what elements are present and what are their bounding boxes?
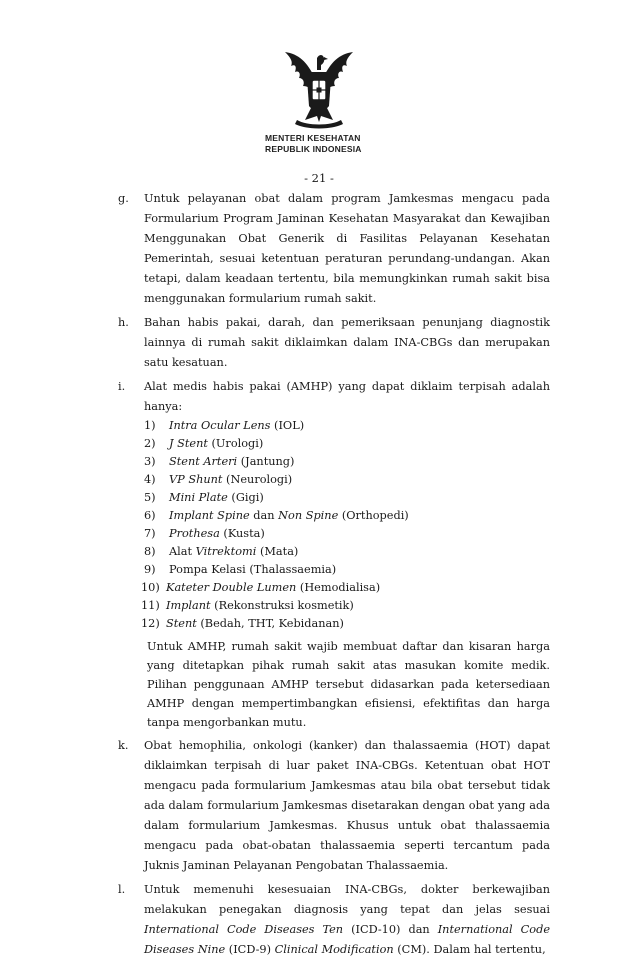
item-letter: h. <box>118 316 129 329</box>
amhp-list-item <box>144 435 550 453</box>
list-item-l <box>118 880 550 960</box>
item-term: Non Spine <box>278 509 339 522</box>
item-detail: (Orthopedi) <box>338 509 409 522</box>
item-detail: (IOL) <box>270 419 305 432</box>
item-text: Pompa Kelasi (Thalassaemia) <box>169 563 337 576</box>
item-detail: (Neurologi) <box>222 473 293 486</box>
amhp-list-item <box>141 615 550 633</box>
item-text: Untuk pelayanan obat dalam program Jamkesmas mengacu pada Formularium Program Jaminan Kesehatan Masyarakat dan Kewajiban Menggunakan Obat Generik di Fasilitas Pelayanan Kesehatan Pemerintah, sesuai ketentuan peraturan perundang-undangan. Akan tetapi, dalam keadaan tertentu, bila memungkinkan rumah sakit bisa menggunakan formularium rumah sakit. <box>144 192 550 305</box>
item-term: Kateter Double Lumen <box>166 581 297 594</box>
amhp-list-item <box>144 489 550 507</box>
item-detail: (Gigi) <box>227 491 264 504</box>
amhp-list-item <box>144 453 550 471</box>
item-intro: Alat medis habis pakai (AMHP) yang dapat diklaim terpisah adalah hanya: <box>144 380 550 413</box>
item-term: Mini Plate <box>169 491 228 504</box>
list-number: 1) <box>144 419 156 432</box>
list-number: 12) <box>141 617 160 630</box>
amhp-list-item <box>144 543 550 561</box>
text-segment: (ICD-10) dan <box>343 923 438 936</box>
item-term: VP Shunt <box>169 473 223 486</box>
list-number: 4) <box>144 473 156 486</box>
item-letter: k. <box>118 739 129 752</box>
list-item-g <box>118 189 550 309</box>
item-detail: (Rekonstruksi kosmetik) <box>210 599 354 612</box>
item-term: International Code Diseases Nine <box>144 923 551 956</box>
item-term: Stent Arteri <box>169 455 238 468</box>
item-term: Stent <box>166 617 197 630</box>
text-segment: Untuk memenuhi kesesuaian INA-CBGs, dokter berkewajiban melakukan penegakan diagnosis yang tepat dan jelas sesuai <box>144 883 550 916</box>
amhp-list <box>141 417 550 633</box>
ministry-line-1: MENTERI KESEHATAN <box>265 133 361 143</box>
amhp-list-item <box>141 597 550 615</box>
amhp-list-item <box>144 561 550 579</box>
list-number: 3) <box>144 455 156 468</box>
list-number: 10) <box>141 581 160 594</box>
text-segment: (ICD-9) <box>225 943 275 956</box>
page-number: - 21 - <box>304 171 334 185</box>
item-detail: (Jantung) <box>237 455 295 468</box>
item-text <box>144 880 550 960</box>
ministry-line-2: REPUBLIK INDONESIA <box>265 144 362 154</box>
amhp-list-item <box>144 507 550 525</box>
amhp-list-item <box>144 417 550 435</box>
item-letter: i. <box>118 380 126 393</box>
amhp-list-item <box>144 525 550 543</box>
item-prefix: Alat <box>169 545 196 558</box>
item-term: Clinical Modification <box>274 943 394 956</box>
item-term: Implant <box>166 599 211 612</box>
item-detail: (Mata) <box>256 545 299 558</box>
list-item-i <box>118 377 550 732</box>
list-item-h <box>118 313 550 373</box>
list-number: 9) <box>144 563 156 576</box>
list-number: 8) <box>144 545 156 558</box>
item-text: Bahan habis pakai, darah, dan pemeriksaan penunjang diagnostik lainnya di rumah sakit diklaimkan dalam INA-CBGs dan merupakan satu kesatuan. <box>144 316 550 369</box>
item-connector: dan <box>249 509 279 522</box>
item-detail: (Urologi) <box>207 437 264 450</box>
list-number: 6) <box>144 509 156 522</box>
item-term: International Code Diseases Ten <box>144 923 344 936</box>
list-item-k <box>118 736 550 876</box>
amhp-note: Untuk AMHP, rumah sakit wajib membuat daftar dan kisaran harga yang ditetapkan pihak rumah sakit atas masukan komite medik. Pilihan penggunaan AMHP tersebut didasarkan pada ketersediaan AMHP dengan mempertimbangkan efisiensi, efektifitas dan harga tanpa mengorbankan mutu. <box>147 640 550 729</box>
item-term: Vitrektomi <box>195 545 257 558</box>
text-segment: (CM). Dalam hal tertentu, <box>393 943 546 956</box>
item-detail: (Hemodialisa) <box>296 581 381 594</box>
amhp-list-item <box>141 579 550 597</box>
item-content <box>141 377 550 732</box>
item-term: J Stent <box>169 437 208 450</box>
item-term: Prothesa <box>169 527 220 540</box>
item-list <box>118 189 550 960</box>
item-term: Implant Spine <box>169 509 250 522</box>
list-number: 11) <box>141 599 160 612</box>
item-term: Intra Ocular Lens <box>169 419 271 432</box>
item-letter: l. <box>118 883 126 896</box>
item-text: Obat hemophilia, onkologi (kanker) dan thalassaemia (HOT) dapat diklaimkan terpisah di luar paket INA-CBGs. Ketentuan obat HOT mengacu pada formularium Jamkesmas atau bila obat tersebut tidak ada dalam formularium Jamkesmas disetarakan dengan obat yang ada dalam formularium Jamkesmas. Khusus untuk obat thalassaemia mengacu pada obat-obatan thalassaemia seperti tercantum pada Juknis Jaminan Pelayanan Pengobatan Thalassaemia. <box>144 739 550 872</box>
item-detail: (Bedah, THT, Kebidanan) <box>196 617 344 630</box>
list-number: 2) <box>144 437 156 450</box>
ministry-header <box>265 133 405 155</box>
item-detail: (Kusta) <box>219 527 265 540</box>
amhp-list-item <box>144 471 550 489</box>
list-number: 5) <box>144 491 156 504</box>
list-number: 7) <box>144 527 156 540</box>
garuda-emblem-icon <box>277 48 361 132</box>
item-letter: g. <box>118 192 129 205</box>
